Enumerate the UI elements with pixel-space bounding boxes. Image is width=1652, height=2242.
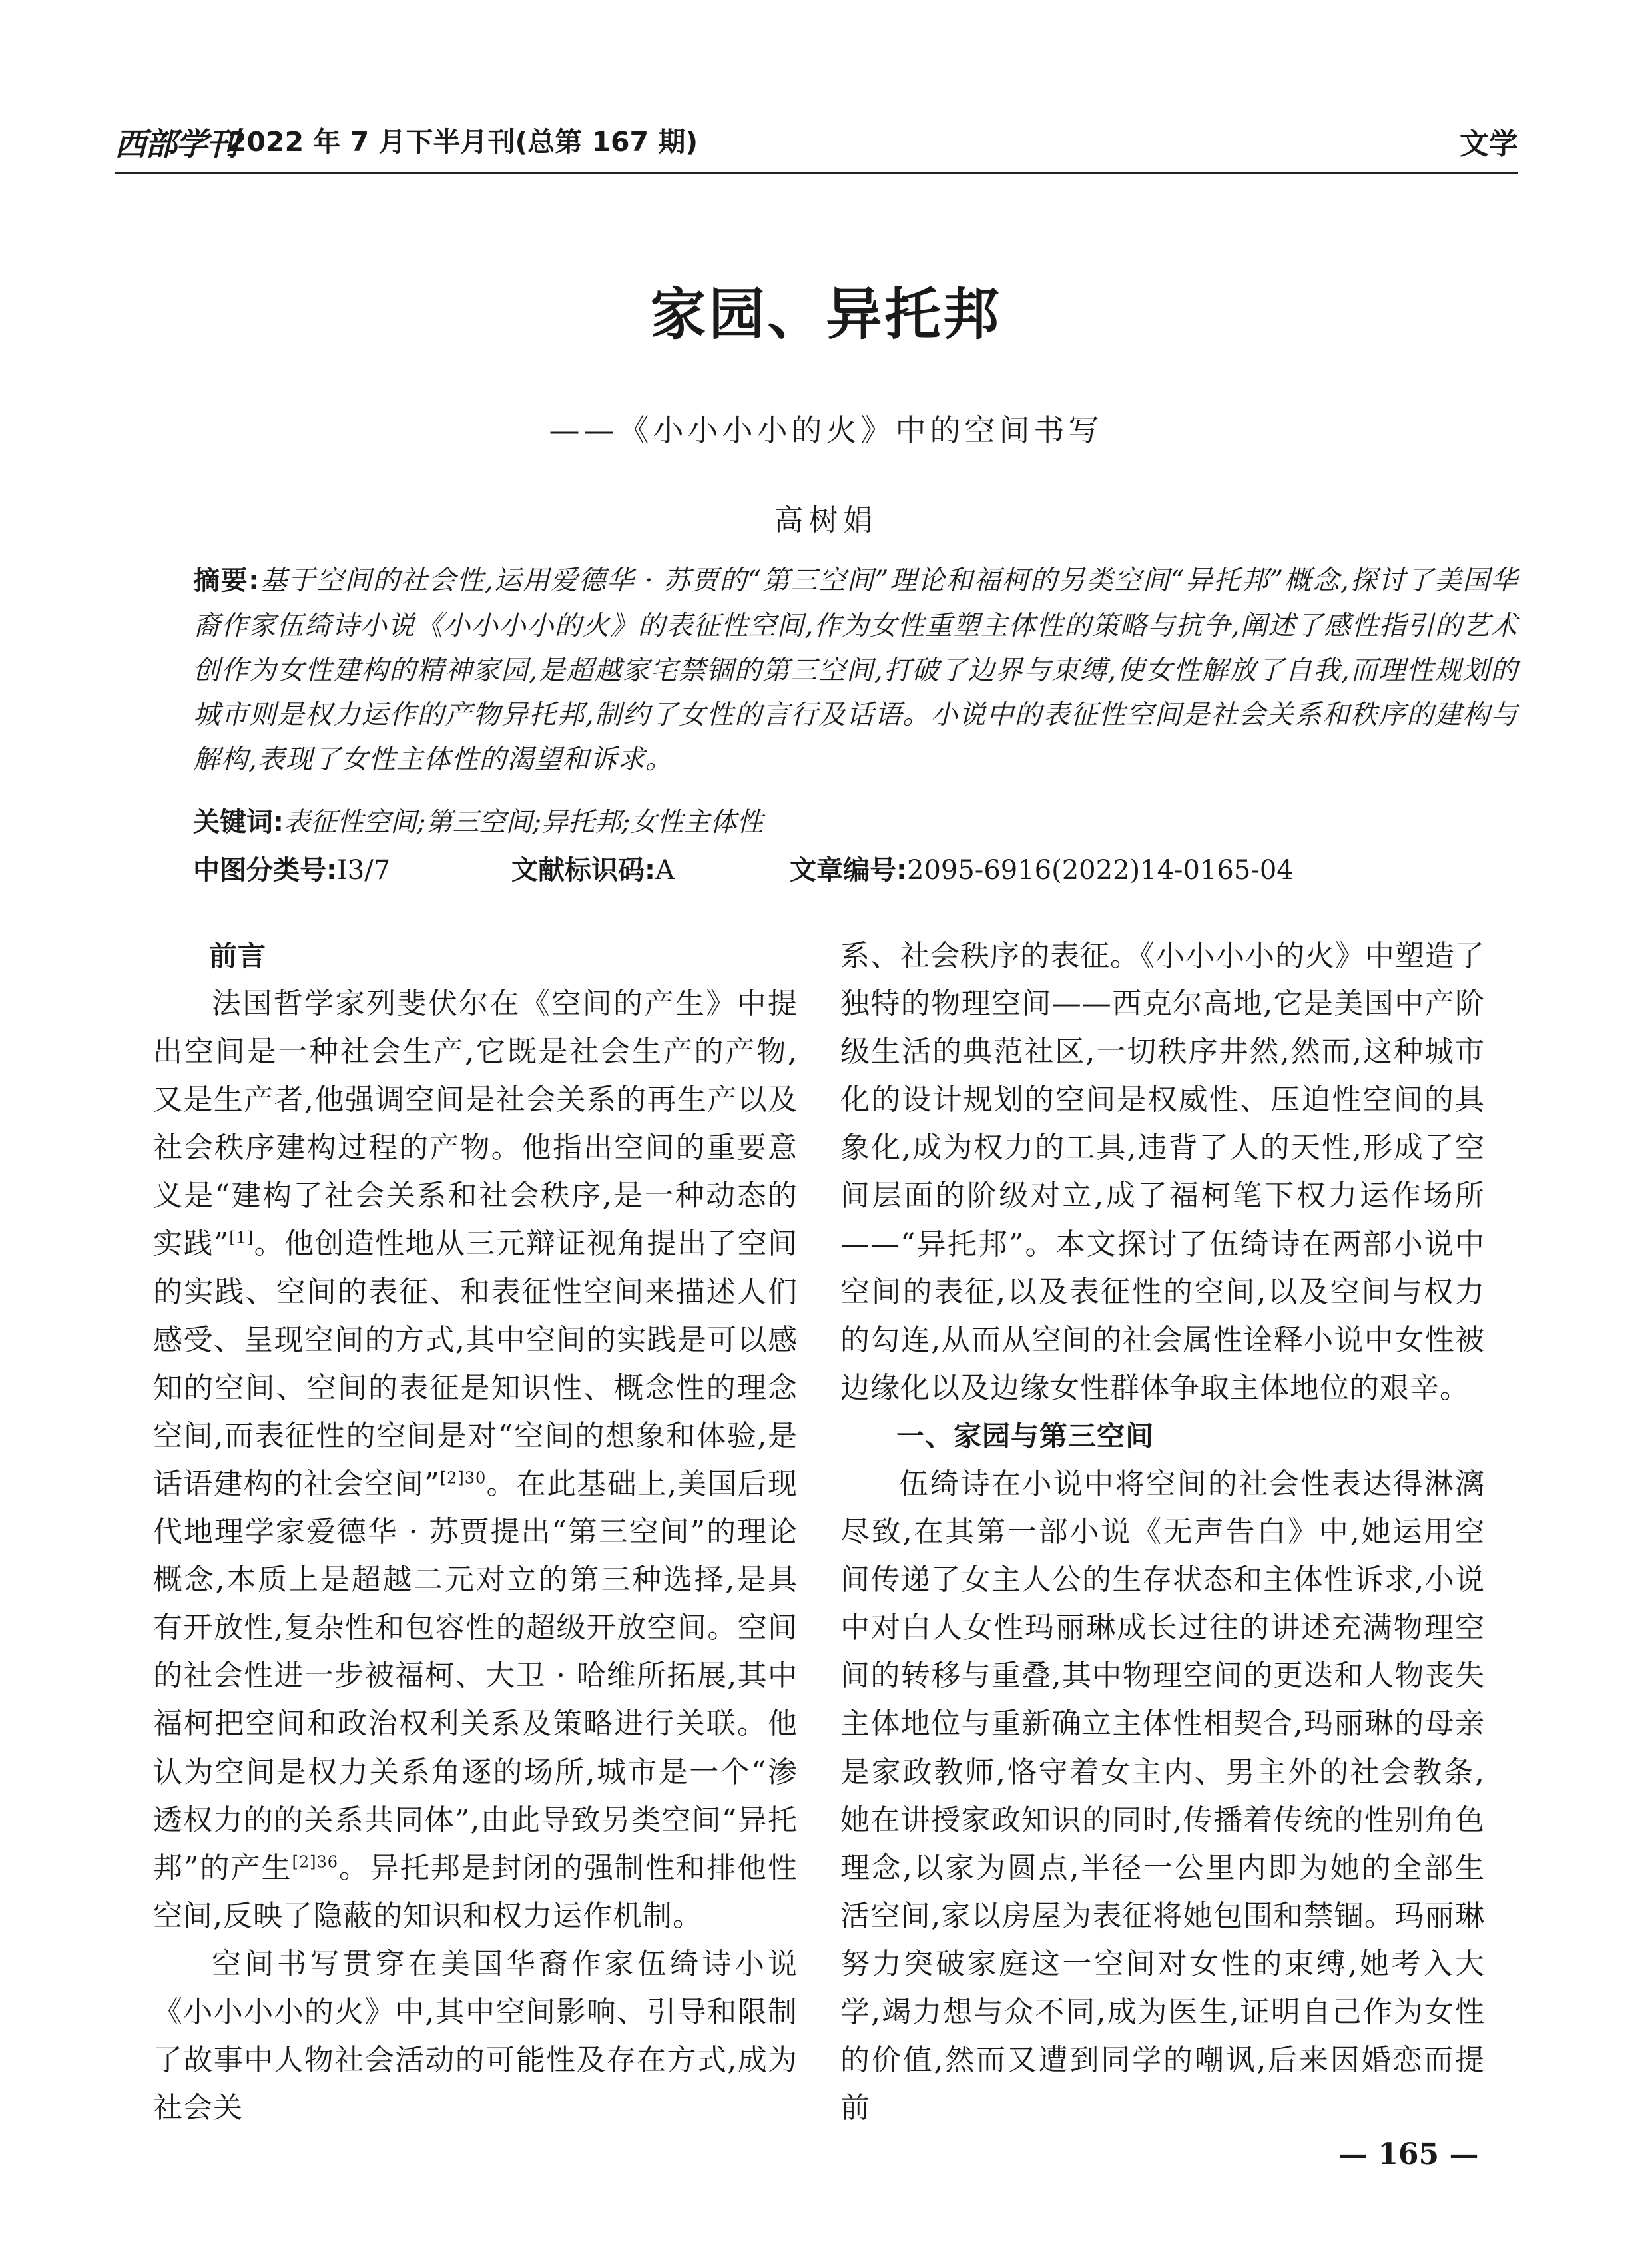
section-label: 文学 — [1460, 127, 1518, 161]
citation-ref: [2]30 — [439, 1468, 487, 1488]
abstract-label: 摘要: — [193, 565, 260, 596]
article-subtitle: ——《小小小小的火》中的空间书写 — [549, 412, 1103, 448]
abstract — [193, 558, 1518, 782]
author-name: 高树娟 — [774, 503, 878, 537]
section-heading-preface: 前言 — [209, 940, 267, 972]
body-column-right — [840, 932, 1485, 2132]
citation-ref: [1] — [229, 1228, 254, 1247]
abstract-text: 基于空间的社会性,运用爱德华 · 苏贾的“第三空间”理论和福柯的另类空间“异托邦”概念,探讨了美国华裔作家伍绮诗小说《小小小小的火》的表征性空间,作为女性重塑主体性的策略与抗争,阐述了感性指引的艺术创作为女性建构的精神家园,是超越家宅禁锢的第三空间,打破了边界与束缚,使女性解放了自我,而理性规划的城市则是权力运作的产物异托邦,制约了女性的言行及话语。小说中的表征性空间是社会关系和秩序的建构与解构,表现了女性主体性的渴望和诉求。 — [193, 564, 1518, 775]
header-divider — [115, 172, 1518, 174]
article-number: 文章编号:2095-6916(2022)14-0165-04 — [790, 855, 1294, 886]
citation-ref: [2]36 — [292, 1852, 339, 1872]
keywords-label: 关键词: — [193, 807, 284, 838]
keywords — [193, 801, 1518, 839]
section-heading-1: 一、家园与第三空间 — [896, 1419, 1155, 1452]
body-paragraph: 伍绮诗在小说中将空间的社会性表达得淋漓尽致,在其第一部小说《无声告白》中,她运用空间传递了女主人公的生存状态和主体性诉求,小说中对白人女性玛丽琳成长过往的讲述充满物理空间的转移与重叠,其中物理空间的更迭和人物丧失主体地位与重新确立主体性相契合,玛丽琳的母亲是家政教师,恪守着女主内、男主外的社会教条,她在讲授家政知识的同时,传播着传统的性别角色理念,以家为圆点,半径一公里内即为她的全部生活空间,家以房屋为表征将她包围和禁锢。玛丽琳努力突破家庭这一空间对女性的束缚,她考入大学,竭力想与众不同,成为医生,证明自己作为女性的价值,然而又遭到同学的嘲讽,后来因婚恋而提前 — [840, 1466, 1485, 2125]
body-column-left — [153, 932, 798, 2132]
issue-info: 2022 年 7 月下半月刊(总第 167 期) — [228, 126, 698, 158]
body-paragraph: 法国哲学家列斐伏尔在《空间的产生》中提出空间是一种社会生产,它既是社会生产的产物,又是生产者,他强调空间是社会关系的再生产以及社会秩序建构过程的产物。他指出空间的重要意义是“建构了社会关系和社会秩序,是一种动态的实践”[1]。他创造性地从三元辩证视角提出了空间的实践、空间的表征、和表征性空间来描述人们感受、呈现空间的方式,其中空间的实践是可以感知的空间、空间的表征是知识性、概念性的理念空间,而表征性的空间是对“空间的想象和体验,是话语建构的社会空间”$^{[2]30}$。在此基础上,美国后现代地理学家爱德华 · 苏贾提出“第三空间”的理论概念,本质上是超越二元对立的第三种选择,是具有开放性,复杂性和包容性的超级开放空间。空间的社会性进一步被福柯、大卫 · 哈维所拓展,其中福柯把空间和政治权利关系及策略进行关联。他认为空间是权力关系角逐的场所,城市是一个“渗透权力的的关系共同体”,由此导致另类空间“异托邦”的产生$^{[2]36}$。异托邦是封闭的强制性和排他性空间,反映了隐蔽的知识和权力运作机制。 — [153, 987, 798, 1933]
journal-logo: 西部学刊 — [115, 126, 238, 163]
page-number: — 165 — — [1338, 2137, 1479, 2171]
document-code: 文献标识码:A — [511, 855, 675, 886]
body-paragraph: 空间书写贯穿在美国华裔作家伍绮诗小说《小小小小的火》中,其中空间影响、引导和限制了故事中人物社会活动的可能性及存在方式,成为社会关 — [153, 1946, 798, 2125]
body-paragraph: 系、社会秩序的表征。《小小小小的火》中塑造了独特的物理空间——西克尔高地,它是美国中产阶级生活的典范社区,一切秩序井然,然而,这种城市化的设计规划的空间是权威性、压迫性空间的具象化,成为权力的工具,违背了人的天性,形成了空间层面的阶级对立,成了福柯笔下权力运作场所——“异托邦”。本文探讨了伍绮诗在两部小说中空间的表征,以及表征性的空间,以及空间与权力的勾连,从而从空间的社会属性诠释小说中女性被边缘化以及边缘女性群体争取主体地位的艰辛。 — [840, 939, 1485, 1405]
running-header — [115, 113, 1518, 166]
article-title: 家园、异托邦 — [650, 282, 1002, 347]
keywords-text: 表征性空间;第三空间;异托邦;女性主体性 — [284, 807, 764, 838]
clc-number: 中图分类号:I3/7 — [193, 855, 391, 886]
